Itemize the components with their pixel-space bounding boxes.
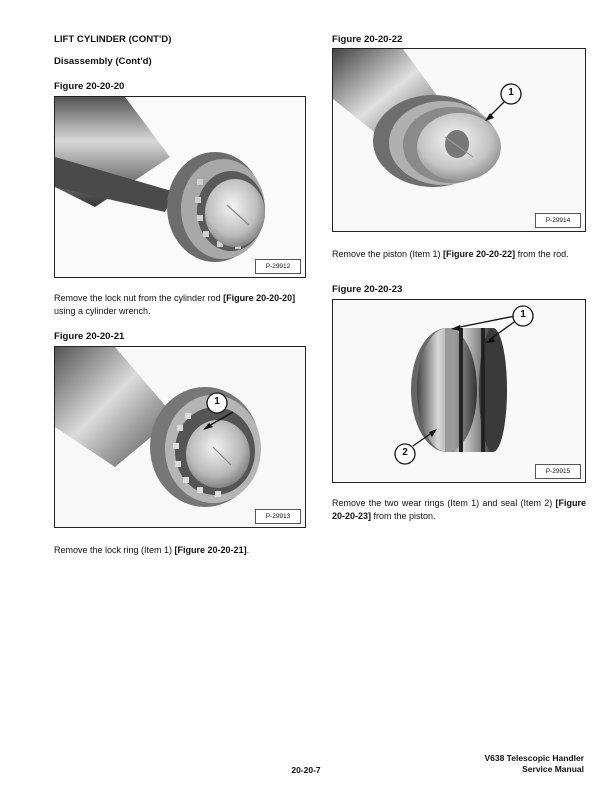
figure-20-20-22: [332, 48, 586, 232]
callout-1: 1: [508, 87, 514, 98]
piston-rings-photo: [333, 300, 585, 482]
photo-code: P-29914: [535, 213, 581, 228]
subsection-title: Disassembly (Cont'd): [54, 56, 152, 67]
lock-ring-photo: [55, 347, 305, 527]
lock-nut-wrench-photo: [55, 97, 305, 277]
figure-label: Figure 20-20-22: [332, 34, 403, 45]
piston-removal-photo: [333, 49, 585, 231]
paragraph-remove-lock-ring: Remove the lock ring (Item 1) [Figure 20-20-21].: [54, 545, 250, 555]
photo-code: P-29915: [535, 464, 581, 479]
paragraph-remove-wear-rings: Remove the two wear rings (Item 1) and seal (Item 2) [Figure 20-20-23] from the piston.: [332, 498, 586, 521]
photo-code: P-29912: [255, 259, 301, 274]
figure-label: Figure 20-20-23: [332, 284, 403, 295]
figure-20-20-23: [332, 299, 586, 483]
manual-title-line-2: Service Manual: [522, 764, 584, 774]
page-number: 20-20-7: [291, 765, 321, 775]
figure-label: Figure 20-20-20: [54, 81, 125, 92]
figure-20-20-20: [54, 96, 306, 278]
manual-title: [384, 753, 584, 775]
figure-label: Figure 20-20-21: [54, 331, 125, 342]
paragraph-remove-lock-nut: Remove the lock nut from the cylinder rod [Figure 20-20-20] using a cylinder wrench.: [54, 293, 296, 316]
figure-20-20-21: [54, 346, 306, 528]
paragraph-remove-piston: Remove the piston (Item 1) [Figure 20-20-22] from the rod.: [332, 249, 569, 259]
callout-1: 1: [520, 309, 526, 320]
manual-title-line-1: V638 Telescopic Handler: [484, 753, 584, 763]
callout-1: 1: [214, 396, 220, 407]
section-title: LIFT CYLINDER (CONT'D): [54, 34, 172, 45]
photo-code: P-29913: [255, 509, 301, 524]
callout-2: 2: [402, 447, 408, 458]
